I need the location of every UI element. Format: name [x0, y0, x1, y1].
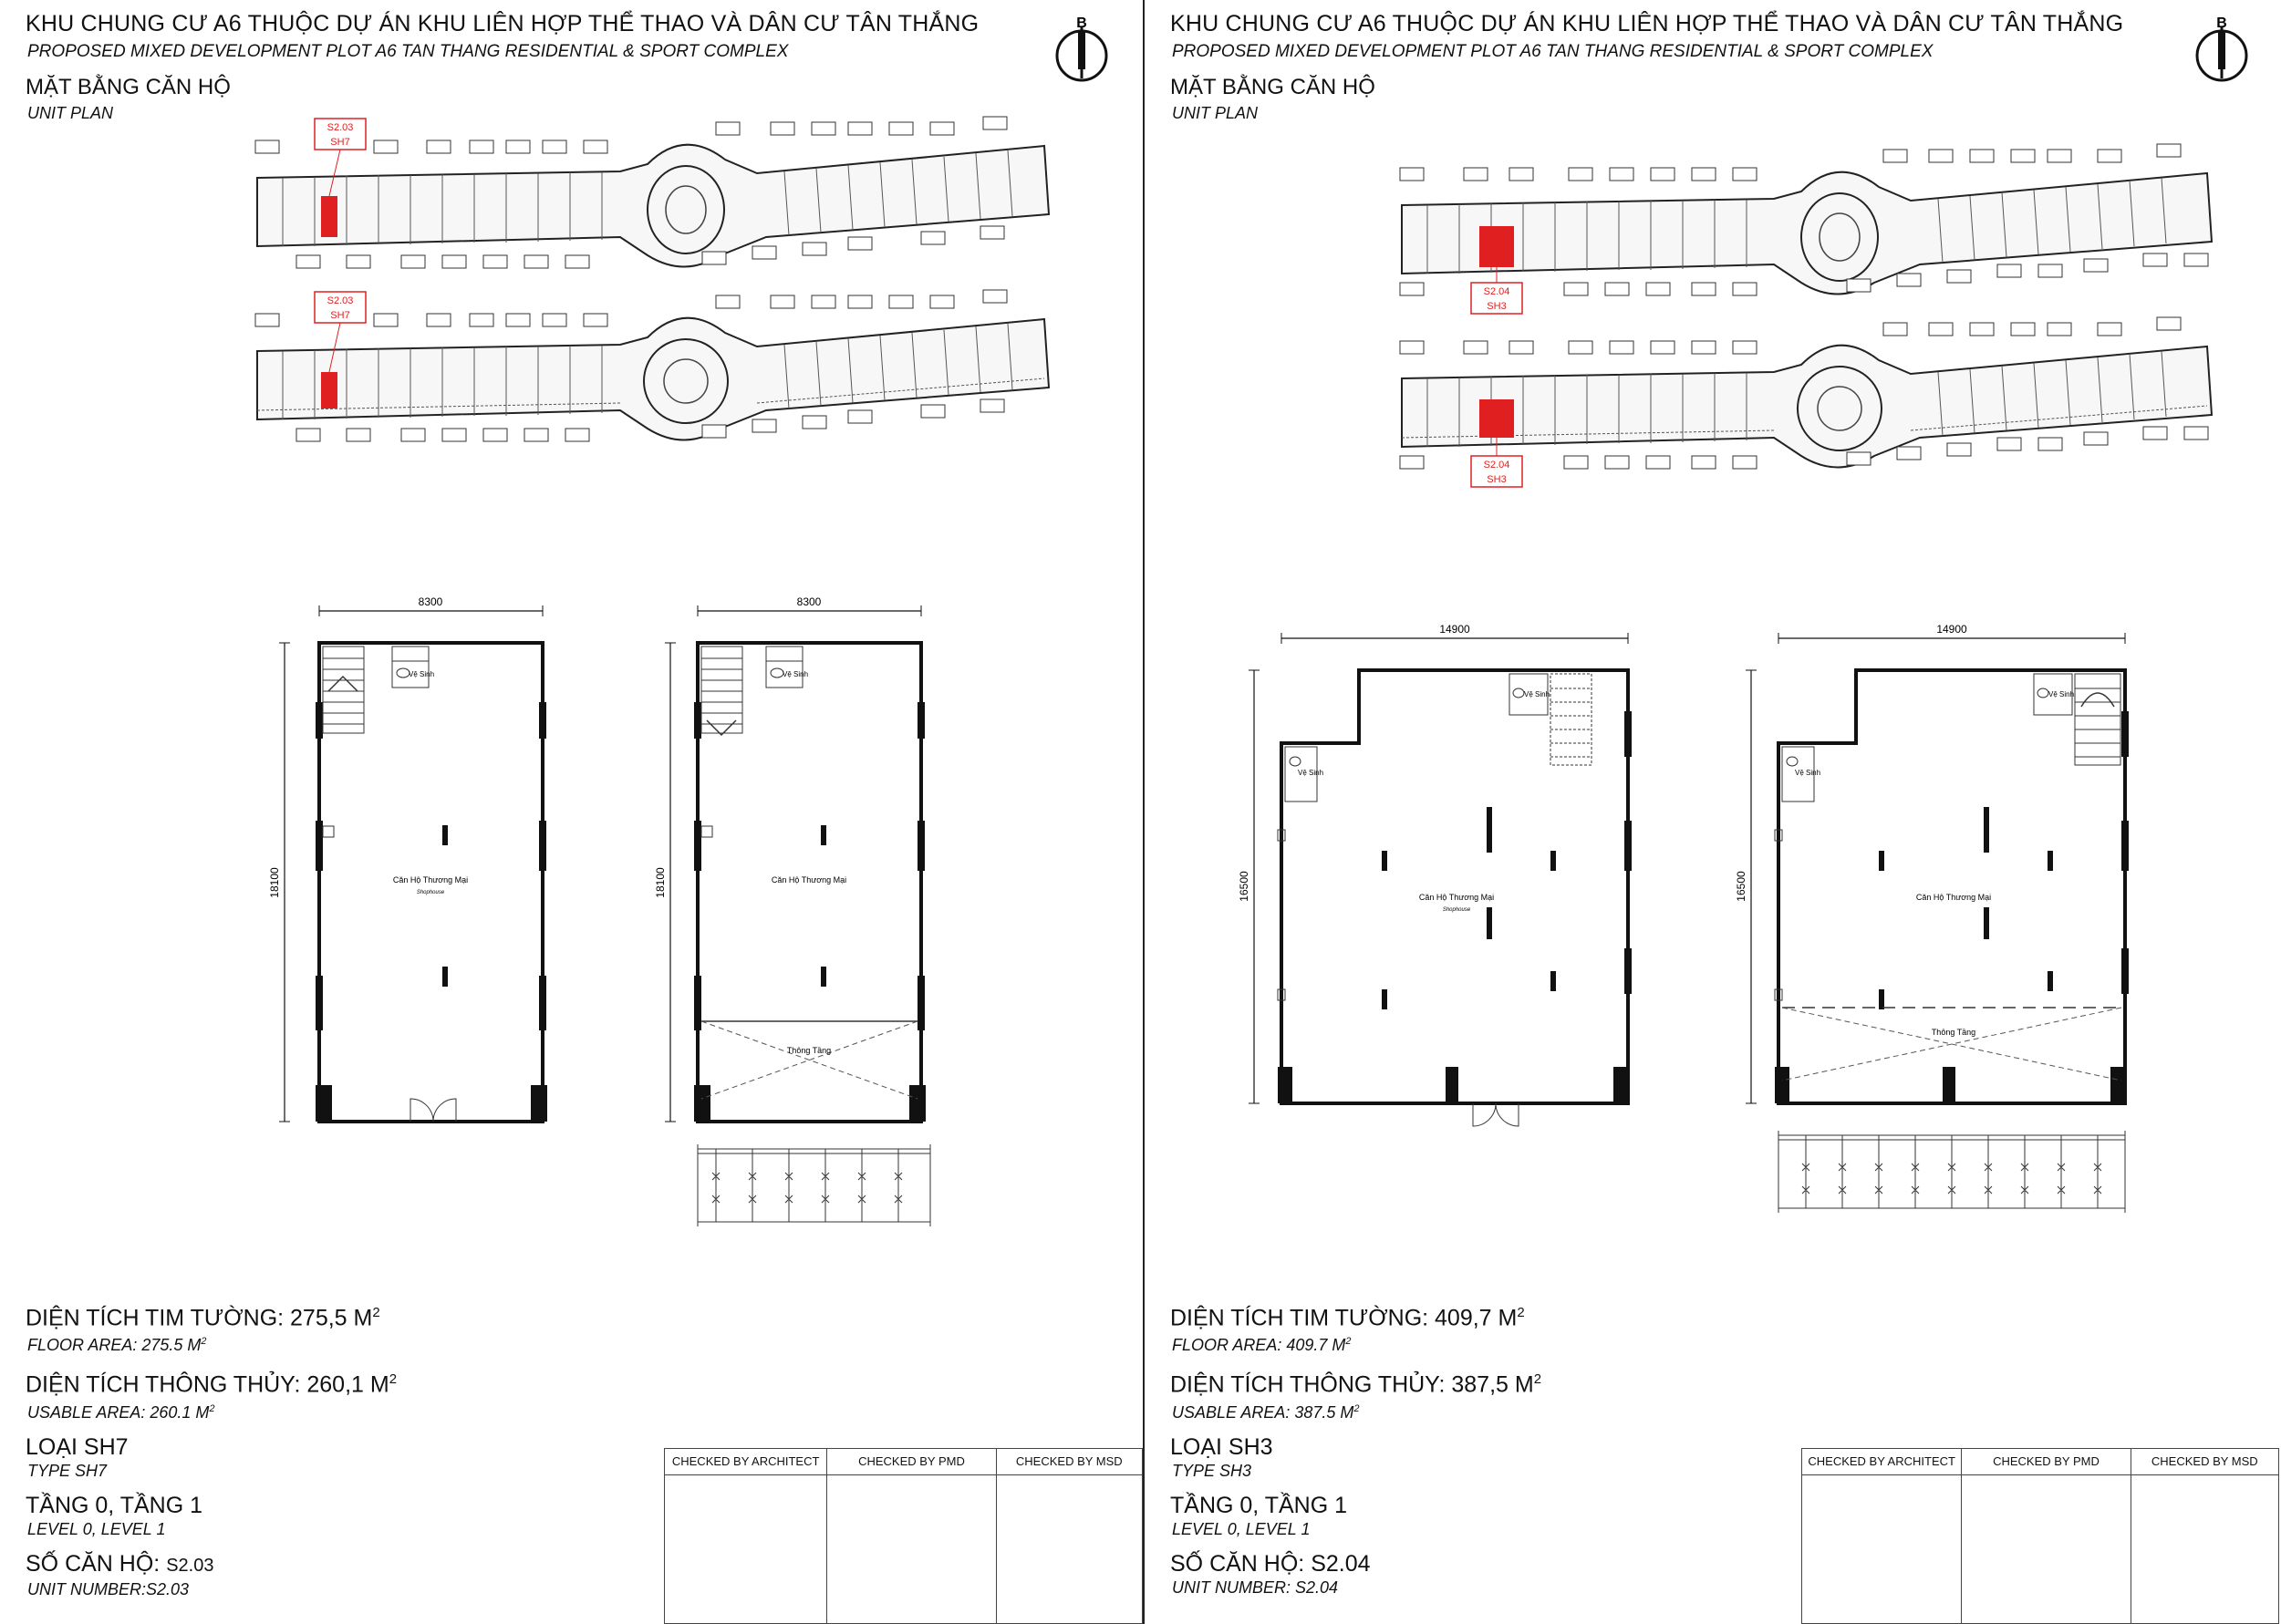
north-label: B — [1076, 16, 1087, 31]
approval-msd: CHECKED BY MSD — [2131, 1449, 2278, 1623]
entrance-door-icon — [410, 1099, 456, 1122]
depth-dimension: 16500 — [1238, 871, 1250, 902]
unit-number-vi: SỐ CĂN HỘ: S2.04 — [1170, 1550, 1371, 1577]
width-dimension: 14900 — [1439, 623, 1470, 636]
unit-type-vi: LOẠI SH3 — [1170, 1433, 1273, 1460]
highlight-type-label: SH7 — [330, 310, 350, 321]
void-label: Thông Tầng — [1931, 1028, 1976, 1037]
wc-label: Vệ Sinh — [1524, 690, 1550, 698]
depth-dimension: 16500 — [1735, 871, 1747, 902]
width-dimension: 8300 — [418, 595, 443, 608]
project-title: KHU CHUNG CƯ A6 THUỘC DỰ ÁN KHU LIÊN HỢP THỂ THAO VÀ DÂN CƯ TÂN THẮNG — [26, 11, 980, 36]
site-key-plan — [1391, 137, 2239, 492]
room-label: Căn Hộ Thương Mại — [771, 875, 847, 884]
floor-area-vi: DIỆN TÍCH TIM TƯỜNG: 275,5 $M^2$ — [26, 1305, 380, 1331]
room-sublabel: Shophouse — [416, 890, 445, 895]
plan-heading-en: UNIT PLAN — [27, 104, 114, 122]
floor-plan-level-1 — [1735, 620, 2162, 1222]
project-title-en: PROPOSED MIXED DEVELOPMENT PLOT A6 TAN THANG RESIDENTIAL & SPORT COMPLEX — [27, 42, 789, 61]
approval-table — [664, 1448, 1143, 1624]
project-title: KHU CHUNG CƯ A6 THUỘC DỰ ÁN KHU LIÊN HỢP THỂ THAO VÀ DÂN CƯ TÂN THẮNG — [1170, 11, 2124, 36]
depth-dimension: 18100 — [654, 867, 667, 898]
plan-heading: MẶT BẰNG CĂN HỘ — [26, 75, 231, 99]
room-label: Căn Hộ Thương Mại — [392, 875, 469, 884]
approval-pmd: CHECKED BY PMD — [826, 1449, 995, 1623]
usable-area-en: USABLE AREA: 387.5 $M^2$ — [1172, 1402, 1360, 1422]
balcony-railing — [1778, 1131, 2125, 1213]
site-key-plan — [246, 109, 1076, 456]
highlight-unit-label: S2.04 — [1483, 460, 1510, 471]
highlight-type-label: SH7 — [330, 137, 350, 148]
levels-en: LEVEL 0, LEVEL 1 — [27, 1519, 166, 1538]
highlight-unit-label: S2.03 — [327, 122, 354, 133]
unit-number-vi: SỐ CĂN HỘ: S2.03 — [26, 1550, 214, 1577]
approval-architect: CHECKED BY ARCHITECT — [1802, 1449, 1961, 1623]
floor-area-vi: DIỆN TÍCH TIM TƯỜNG: 409,7 $M^2$ — [1170, 1305, 1525, 1331]
highlighted-unit — [1479, 226, 1514, 267]
plan-heading-en: UNIT PLAN — [1172, 104, 1259, 122]
room-label: Căn Hộ Thương Mại — [1418, 893, 1495, 902]
highlight-type-label: SH3 — [1487, 474, 1507, 485]
width-dimension: 14900 — [1936, 623, 1967, 636]
room-sublabel: Shophouse — [1442, 907, 1471, 913]
wc-label: Vệ Sinh — [1298, 769, 1324, 777]
approval-architect: CHECKED BY ARCHITECT — [665, 1449, 826, 1623]
unit-type-en: TYPE SH3 — [1172, 1461, 1252, 1480]
room-label: Căn Hộ Thương Mại — [1915, 893, 1992, 902]
key-plan-level-b — [255, 290, 1049, 441]
unit-info — [26, 1299, 646, 1610]
usable-area-en: USABLE AREA: 260.1 $M^2$ — [27, 1402, 215, 1422]
depth-dimension: 18100 — [268, 867, 281, 898]
floor-plan-level-1 — [652, 593, 962, 1249]
levels-vi: TẦNG 0, TẦNG 1 — [1170, 1492, 1348, 1518]
highlight-unit-label: S2.04 — [1483, 286, 1510, 297]
key-plan-level-a — [255, 117, 1049, 268]
approval-pmd: CHECKED BY PMD — [1961, 1449, 2130, 1623]
floor-area-en: FLOOR AREA: 409.7 $M^2$ — [1172, 1336, 1352, 1355]
unit-type-vi: LOẠI SH7 — [26, 1433, 129, 1460]
plan-heading: MẶT BẰNG CĂN HỘ — [1170, 75, 1375, 99]
north-label: B — [2216, 16, 2227, 31]
void-label: Thông Tầng — [786, 1046, 832, 1055]
unit-number-en: UNIT NUMBER:S2.03 — [27, 1579, 190, 1598]
unit-type-en: TYPE SH7 — [27, 1461, 108, 1480]
highlighted-unit — [1479, 399, 1514, 438]
floor-area-en: FLOOR AREA: 275.5 $M^2$ — [27, 1336, 207, 1355]
floor-plan-level-0 — [264, 593, 575, 1158]
north-arrow-icon — [2193, 15, 2250, 78]
key-plan-level-a — [1400, 144, 2212, 314]
highlighted-unit — [321, 196, 337, 237]
approval-table — [1801, 1448, 2279, 1624]
north-arrow-icon — [1053, 15, 1110, 78]
project-title-en: PROPOSED MIXED DEVELOPMENT PLOT A6 TAN THANG RESIDENTIAL & SPORT COMPLEX — [1172, 42, 1934, 61]
levels-en: LEVEL 0, LEVEL 1 — [1172, 1519, 1311, 1538]
wc-label: Vệ Sinh — [409, 670, 435, 678]
approval-msd: CHECKED BY MSD — [996, 1449, 1142, 1623]
balcony-railing — [698, 1144, 930, 1226]
wc-label: Vệ Sinh — [1795, 769, 1821, 777]
unit-info — [1170, 1299, 1790, 1608]
wc-label: Vệ Sinh — [783, 670, 809, 678]
entrance-door-icon — [1473, 1103, 1519, 1126]
highlighted-unit — [321, 372, 337, 409]
usable-area-vi: DIỆN TÍCH THÔNG THỦY: 387,5 $M^2$ — [1170, 1371, 1542, 1398]
levels-vi: TẦNG 0, TẦNG 1 — [26, 1492, 203, 1518]
wc-label: Vệ Sinh — [2048, 690, 2075, 698]
key-plan-level-b — [1400, 317, 2212, 487]
width-dimension: 8300 — [796, 595, 822, 608]
usable-area-vi: DIỆN TÍCH THÔNG THỦY: 260,1 $M^2$ — [26, 1371, 398, 1398]
unit-number-en: UNIT NUMBER: S2.04 — [1172, 1577, 1339, 1597]
highlight-unit-label: S2.03 — [327, 295, 354, 306]
sheet-s204 — [1145, 0, 2281, 1624]
highlight-type-label: SH3 — [1487, 301, 1507, 312]
floor-plan-level-0 — [1238, 620, 1664, 1140]
